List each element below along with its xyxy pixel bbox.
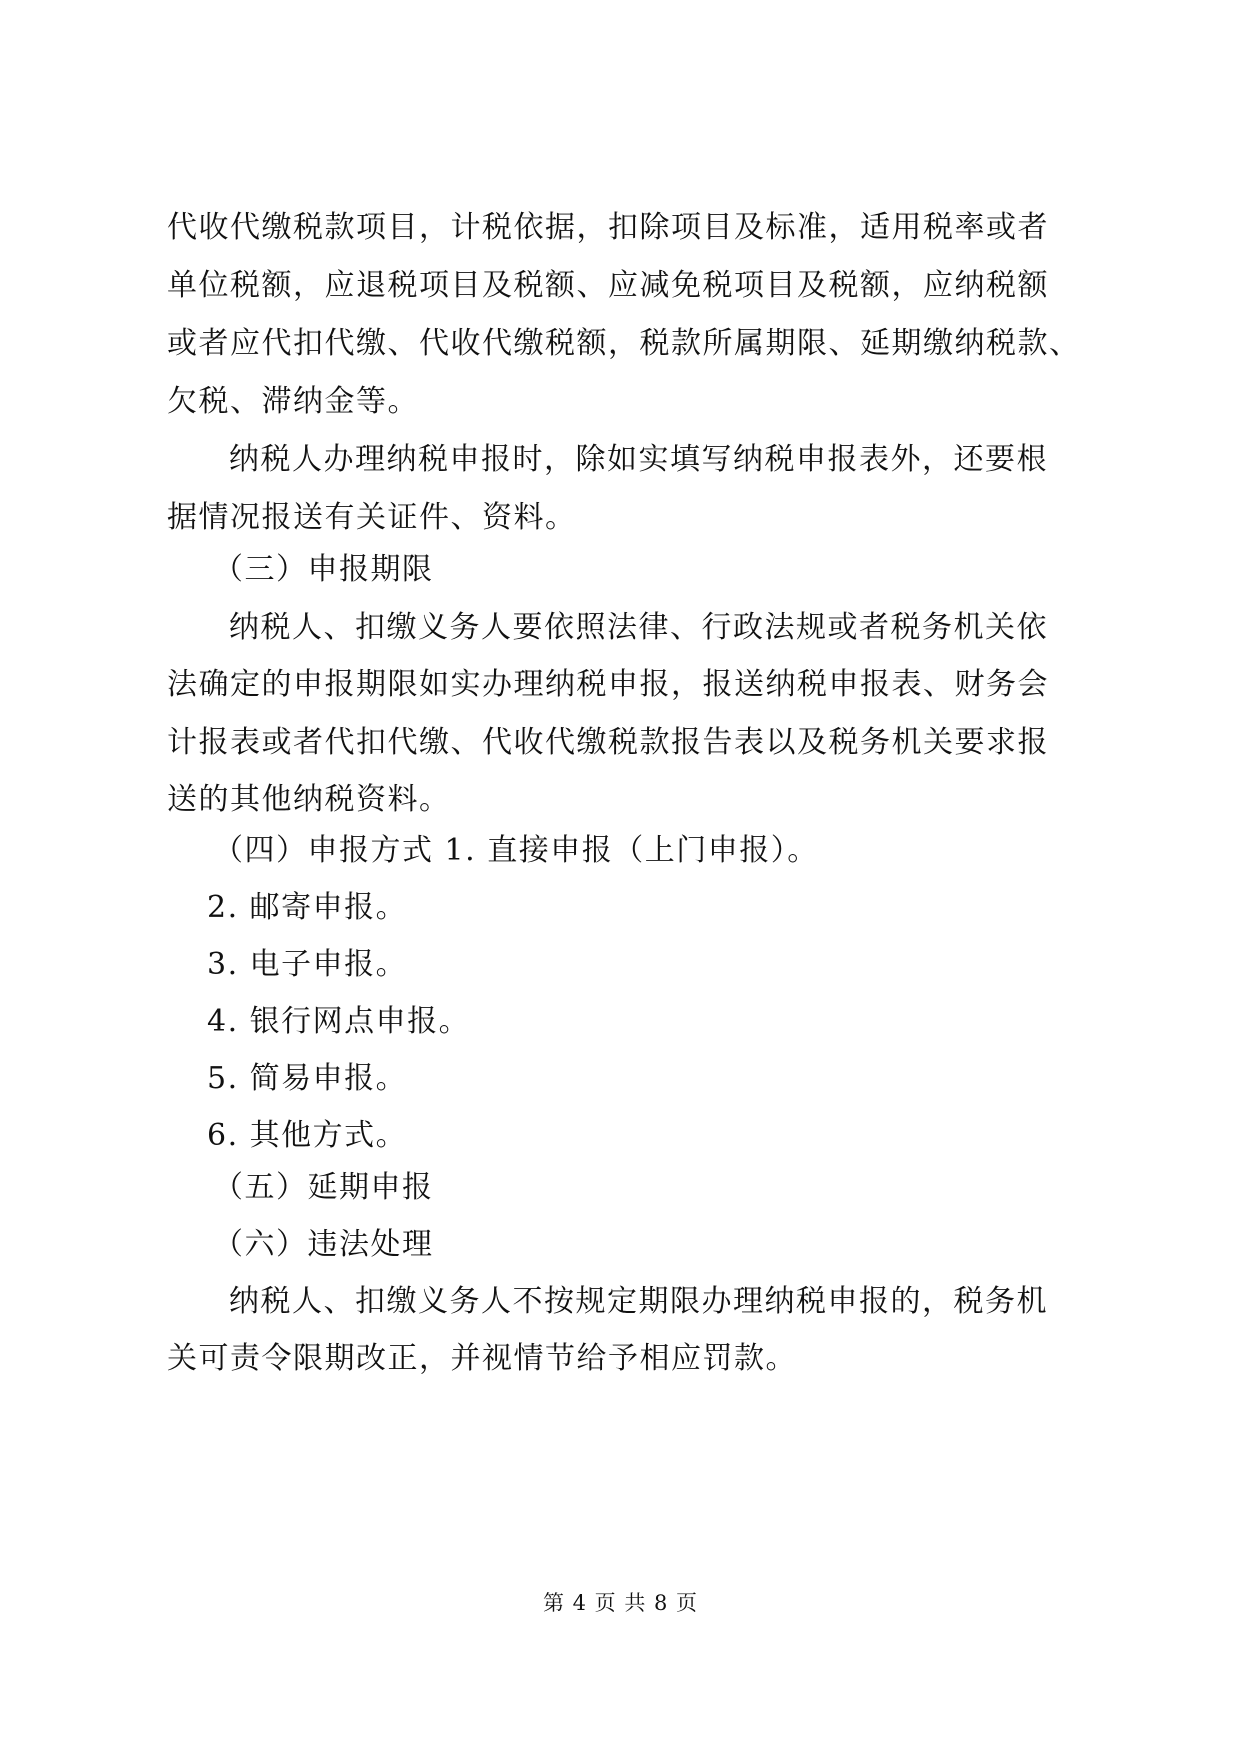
paragraph-line: 纳税人办理纳税申报时，除如实填写纳税申报表外，还要根	[229, 442, 1048, 477]
list-item: 6. 其他方式。	[207, 1118, 408, 1153]
paragraph-line: 欠税、滞纳金等。	[167, 384, 419, 419]
paragraph-line: 代收代缴税款项目，计税依据，扣除项目及标准，适用税率或者	[167, 210, 1049, 245]
paragraph-line: 据情况报送有关证件、资料。	[167, 500, 577, 535]
list-item: 4. 银行网点申报。	[207, 1004, 471, 1039]
paragraph-line: 送的其他纳税资料。	[167, 782, 451, 817]
paragraph-line: 或者应代扣代缴、代收代缴税额，税款所属期限、延期缴纳税款、	[167, 326, 1081, 361]
list-item: 2. 邮寄申报。	[207, 890, 408, 925]
section-heading-extension: （五）延期申报	[213, 1170, 434, 1205]
section-heading-deadline: （三）申报期限	[213, 552, 434, 587]
paragraph-line: 法确定的申报期限如实办理纳税申报，报送纳税申报表、财务会	[167, 667, 1049, 702]
section-heading-violation: （六）违法处理	[213, 1227, 434, 1262]
list-item: 5. 简易申报。	[207, 1061, 408, 1096]
paragraph-line: 关可责令限期改正，并视情节给予相应罚款。	[167, 1341, 797, 1376]
paragraph-line: 单位税额，应退税项目及税额、应减免税项目及税额，应纳税额	[167, 268, 1049, 303]
list-item: 3. 电子申报。	[207, 947, 408, 982]
section-heading-method: （四）申报方式 1. 直接申报（上门申报）。	[213, 833, 819, 868]
page-number-footer: 第 4 页 共 8 页	[542, 1591, 699, 1615]
paragraph-line: 纳税人、扣缴义务人不按规定期限办理纳税申报的，税务机	[229, 1284, 1048, 1319]
paragraph-line: 计报表或者代扣代缴、代收代缴税款报告表以及税务机关要求报	[167, 725, 1049, 760]
paragraph-line: 纳税人、扣缴义务人要依照法律、行政法规或者税务机关依	[229, 610, 1048, 645]
